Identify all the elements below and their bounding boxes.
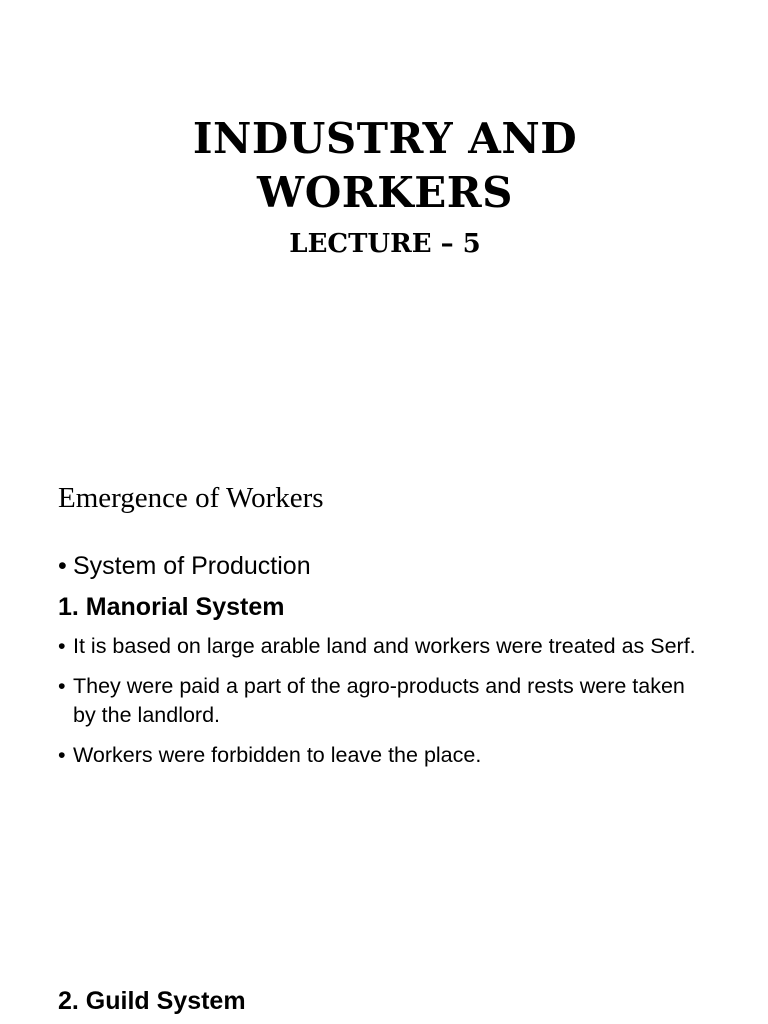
- list-item-text: It is based on large arable land and workers were treated as Serf.: [73, 634, 696, 658]
- bullet-icon: •: [58, 634, 66, 658]
- slide-title-line-2: WORKERS: [257, 168, 513, 217]
- slide-content: [58, 548, 698, 781]
- guild-system-title: 2. Guild System: [58, 987, 246, 1015]
- slide-title-line-1: INDUSTRY AND: [192, 114, 578, 163]
- list-item-text: They were paid a part of the agro-products and rests were taken by the landlord.: [73, 674, 685, 727]
- list-item: [58, 632, 698, 661]
- slide-title: [150, 112, 620, 220]
- list-item-text: Workers were forbidden to leave the place.: [73, 743, 482, 767]
- section-heading: Emergence of Workers: [58, 482, 324, 514]
- list-item: [58, 672, 698, 730]
- intro-bullet-text: System of Production: [73, 552, 311, 580]
- list-item: [58, 741, 698, 770]
- slide-subtitle: LECTURE – 5: [289, 229, 481, 259]
- bullet-icon: •: [58, 552, 67, 580]
- bullet-icon: •: [58, 674, 66, 698]
- bullet-icon: •: [58, 743, 66, 767]
- manorial-system-title: 1. Manorial System: [58, 593, 285, 621]
- intro-bullet: [58, 548, 698, 584]
